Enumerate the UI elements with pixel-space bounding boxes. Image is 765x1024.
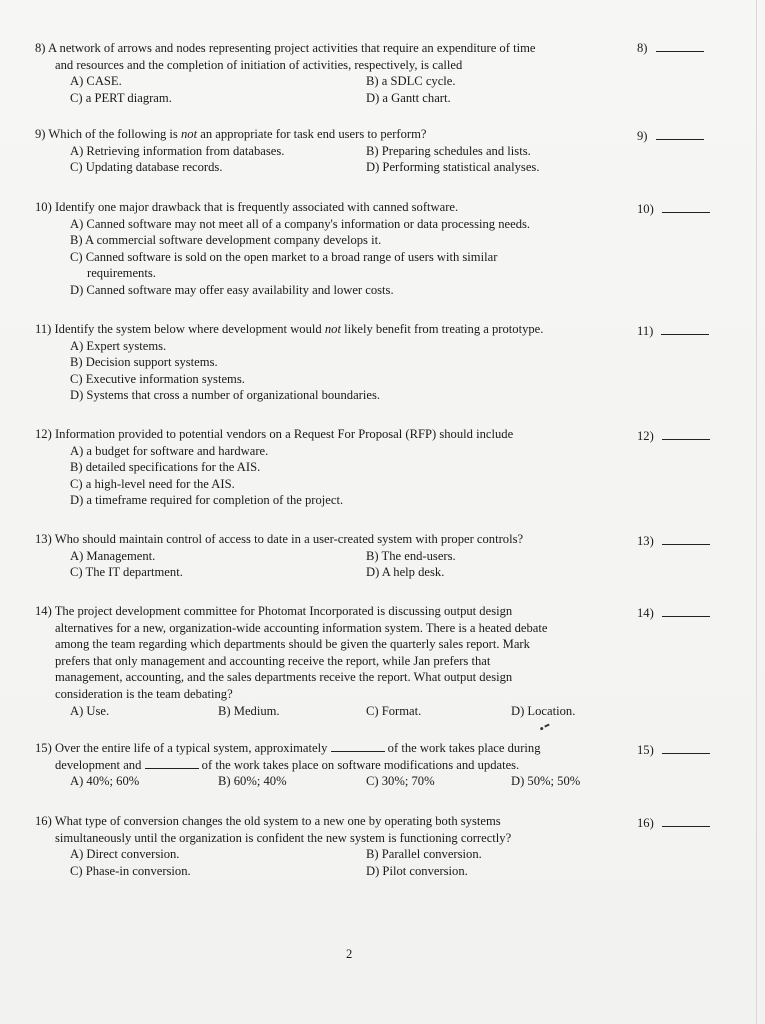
question-text-post: an appropriate for task end users to perform?: [197, 127, 427, 141]
option-a[interactable]: A) Direct conversion.: [70, 847, 180, 862]
question-8: [35, 40, 625, 106]
stray-pen-mark: [540, 724, 549, 730]
answer-options: [70, 846, 625, 879]
answer-options: [70, 773, 625, 790]
answer-label: 13): [637, 534, 654, 548]
answer-slot-10[interactable]: [637, 201, 710, 218]
fill-in-blank[interactable]: [331, 740, 385, 752]
question-text-line: The project development committee for Photomat Incorporated is discussing output design: [54, 604, 513, 618]
question-14: [35, 603, 625, 719]
answer-slot-11[interactable]: [637, 323, 709, 340]
question-16: [35, 813, 625, 879]
question-number: 16): [35, 814, 52, 828]
answer-slot-14[interactable]: [637, 605, 710, 622]
question-text-line: Who should maintain control of access to date in a user-created system with proper controls?: [54, 532, 524, 546]
question-text-pre: Over the entire life of a typical system, approximately: [54, 741, 331, 755]
question-10: [35, 199, 625, 299]
question-stem: [35, 426, 625, 443]
answer-blank[interactable]: [662, 605, 710, 617]
option-c-line: C) Canned software is sold on the open market to a broad range of users with similar: [70, 249, 498, 264]
option-c[interactable]: C) a high-level need for the AIS.: [70, 476, 235, 491]
option-c[interactable]: C) Executive information systems.: [70, 371, 245, 386]
question-stem: [35, 321, 625, 338]
question-9: [35, 126, 625, 176]
page-edge: [756, 0, 757, 1024]
question-text-line: alternatives for a new, organization-wide accounting information system. There is a heated debate: [55, 620, 548, 635]
option-a[interactable]: A) CASE.: [70, 74, 122, 89]
option-b[interactable]: B) a SDLC cycle.: [366, 74, 456, 89]
question-text-pre: Which of the following is: [48, 127, 181, 141]
question-text-emphasis: not: [324, 322, 341, 336]
option-b[interactable]: B) detailed specifications for the AIS.: [70, 460, 261, 475]
question-text-line: A network of arrows and nodes representing project activities that require an expenditure of time: [47, 41, 536, 55]
question-text-line: What type of conversion changes the old system to a new one by operating both systems: [54, 814, 501, 828]
answer-label: 16): [637, 816, 654, 830]
question-stem: [35, 126, 625, 143]
answer-blank[interactable]: [662, 742, 710, 754]
option-c[interactable]: C) Updating database records.: [70, 160, 223, 175]
option-c[interactable]: C) Phase-in conversion.: [70, 863, 191, 878]
answer-blank[interactable]: [662, 428, 710, 440]
question-number: 13): [35, 532, 52, 546]
fill-in-blank[interactable]: [145, 757, 199, 769]
answer-slot-16[interactable]: [637, 815, 710, 832]
question-13: [35, 531, 625, 581]
option-a[interactable]: A) Use.: [70, 703, 110, 718]
question-11: [35, 321, 625, 404]
answer-blank[interactable]: [662, 815, 710, 827]
question-text-pre: Identify the system below where development would: [54, 322, 325, 336]
answer-label: 8): [637, 41, 648, 55]
option-b[interactable]: B) The end-users.: [366, 548, 456, 563]
option-d[interactable]: D) 50%; 50%: [511, 774, 581, 789]
option-c[interactable]: C) Format.: [366, 703, 422, 718]
answer-options: [70, 338, 625, 404]
option-a[interactable]: A) a budget for software and hardware.: [70, 443, 269, 458]
option-c-line: requirements.: [87, 266, 156, 281]
answer-options: [70, 143, 625, 176]
option-d[interactable]: D) Canned software may offer easy availability and lower costs.: [70, 282, 394, 297]
option-b[interactable]: B) Preparing schedules and lists.: [366, 143, 531, 158]
answer-label: 15): [637, 743, 654, 757]
question-stem: [35, 603, 625, 620]
question-text-emphasis: not: [180, 127, 198, 141]
question-text-line: simultaneously until the organization is confident the new system is functioning correctly?: [55, 830, 512, 845]
question-text-line: among the team regarding which departments should be given the quarterly sales report. Mark: [55, 637, 530, 652]
question-stem: [35, 813, 625, 830]
answer-slot-15[interactable]: [637, 742, 710, 759]
question-stem: [35, 199, 625, 216]
answer-options: [70, 443, 625, 509]
question-text-line: and resources and the completion of initiation of activities, respectively, is called: [55, 57, 463, 72]
question-text-line: consideration is the team debating?: [55, 686, 233, 701]
question-number: 10): [35, 200, 52, 214]
option-d[interactable]: D) A help desk.: [366, 565, 445, 580]
answer-options: [70, 216, 625, 299]
question-text-post: likely benefit from treating a prototype.: [340, 322, 544, 336]
answer-blank[interactable]: [661, 323, 709, 335]
question-text-line: management, accounting, and the sales departments receive the report. What output design: [55, 670, 513, 685]
page-number: 2: [346, 947, 353, 961]
question-12: [35, 426, 625, 509]
answer-slot-12[interactable]: [637, 428, 710, 445]
answer-label: 11): [637, 324, 654, 338]
question-stem: [35, 740, 625, 757]
answer-slot-13[interactable]: [637, 533, 710, 550]
option-b[interactable]: B) A commercial software development company develops it.: [70, 233, 382, 248]
answer-options: [70, 703, 625, 720]
option-b[interactable]: B) 60%; 40%: [218, 774, 287, 789]
option-d[interactable]: D) a timeframe required for completion of the project.: [70, 493, 344, 508]
option-c[interactable]: [70, 249, 625, 282]
question-number: 12): [35, 427, 52, 441]
answer-options: [70, 73, 625, 106]
answer-label: 12): [637, 429, 654, 443]
option-a[interactable]: A) Management.: [70, 548, 156, 563]
option-c[interactable]: C) The IT department.: [70, 565, 183, 580]
answer-label: 10): [637, 202, 654, 216]
question-stem: [35, 531, 625, 548]
question-text-line: Information provided to potential vendors on a Request For Proposal (RFP) should include: [54, 427, 514, 441]
option-d[interactable]: D) a Gantt chart.: [366, 90, 451, 105]
answer-slot-8[interactable]: [637, 40, 704, 57]
question-text-post: of the work takes place on software modifications and updates.: [198, 757, 520, 772]
answer-blank[interactable]: [662, 533, 710, 545]
question-number: 9): [35, 127, 46, 141]
question-text-post: of the work takes place during: [384, 741, 541, 755]
question-number: 14): [35, 604, 52, 618]
question-number: 15): [35, 741, 52, 755]
answer-label: 14): [637, 606, 654, 620]
option-a[interactable]: A) 40%; 60%: [70, 774, 140, 789]
question-text-pre: development and: [55, 757, 145, 772]
option-c[interactable]: C) a PERT diagram.: [70, 90, 172, 105]
answer-blank[interactable]: [662, 201, 710, 213]
answer-label: 9): [637, 129, 648, 143]
answer-slot-9[interactable]: [637, 128, 704, 145]
option-b[interactable]: B) Parallel conversion.: [366, 847, 482, 862]
question-text-line: prefers that only management and accounting receive the report, while Jan prefers that: [55, 653, 491, 668]
question-number: 11): [35, 322, 52, 336]
answer-options: [70, 548, 625, 581]
option-a[interactable]: A) Canned software may not meet all of a company's information or data processing needs.: [70, 216, 531, 231]
answer-blank[interactable]: [656, 128, 704, 140]
question-number: 8): [35, 41, 46, 55]
option-a[interactable]: A) Expert systems.: [70, 338, 167, 353]
question-text-line: Identify one major drawback that is frequently associated with canned software.: [54, 200, 459, 214]
question-15: [35, 740, 625, 790]
option-a[interactable]: A) Retrieving information from databases.: [70, 143, 285, 158]
answer-blank[interactable]: [656, 40, 704, 52]
option-d[interactable]: D) Location.: [511, 703, 576, 718]
question-text-line: [35, 757, 625, 774]
option-d[interactable]: D) Pilot conversion.: [366, 863, 468, 878]
option-b[interactable]: B) Medium.: [218, 703, 280, 718]
option-b[interactable]: B) Decision support systems.: [70, 355, 218, 370]
option-d[interactable]: D) Systems that cross a number of organizational boundaries.: [70, 388, 380, 403]
question-stem: [35, 40, 625, 57]
option-d[interactable]: D) Performing statistical analyses.: [366, 160, 540, 175]
option-c[interactable]: C) 30%; 70%: [366, 774, 435, 789]
